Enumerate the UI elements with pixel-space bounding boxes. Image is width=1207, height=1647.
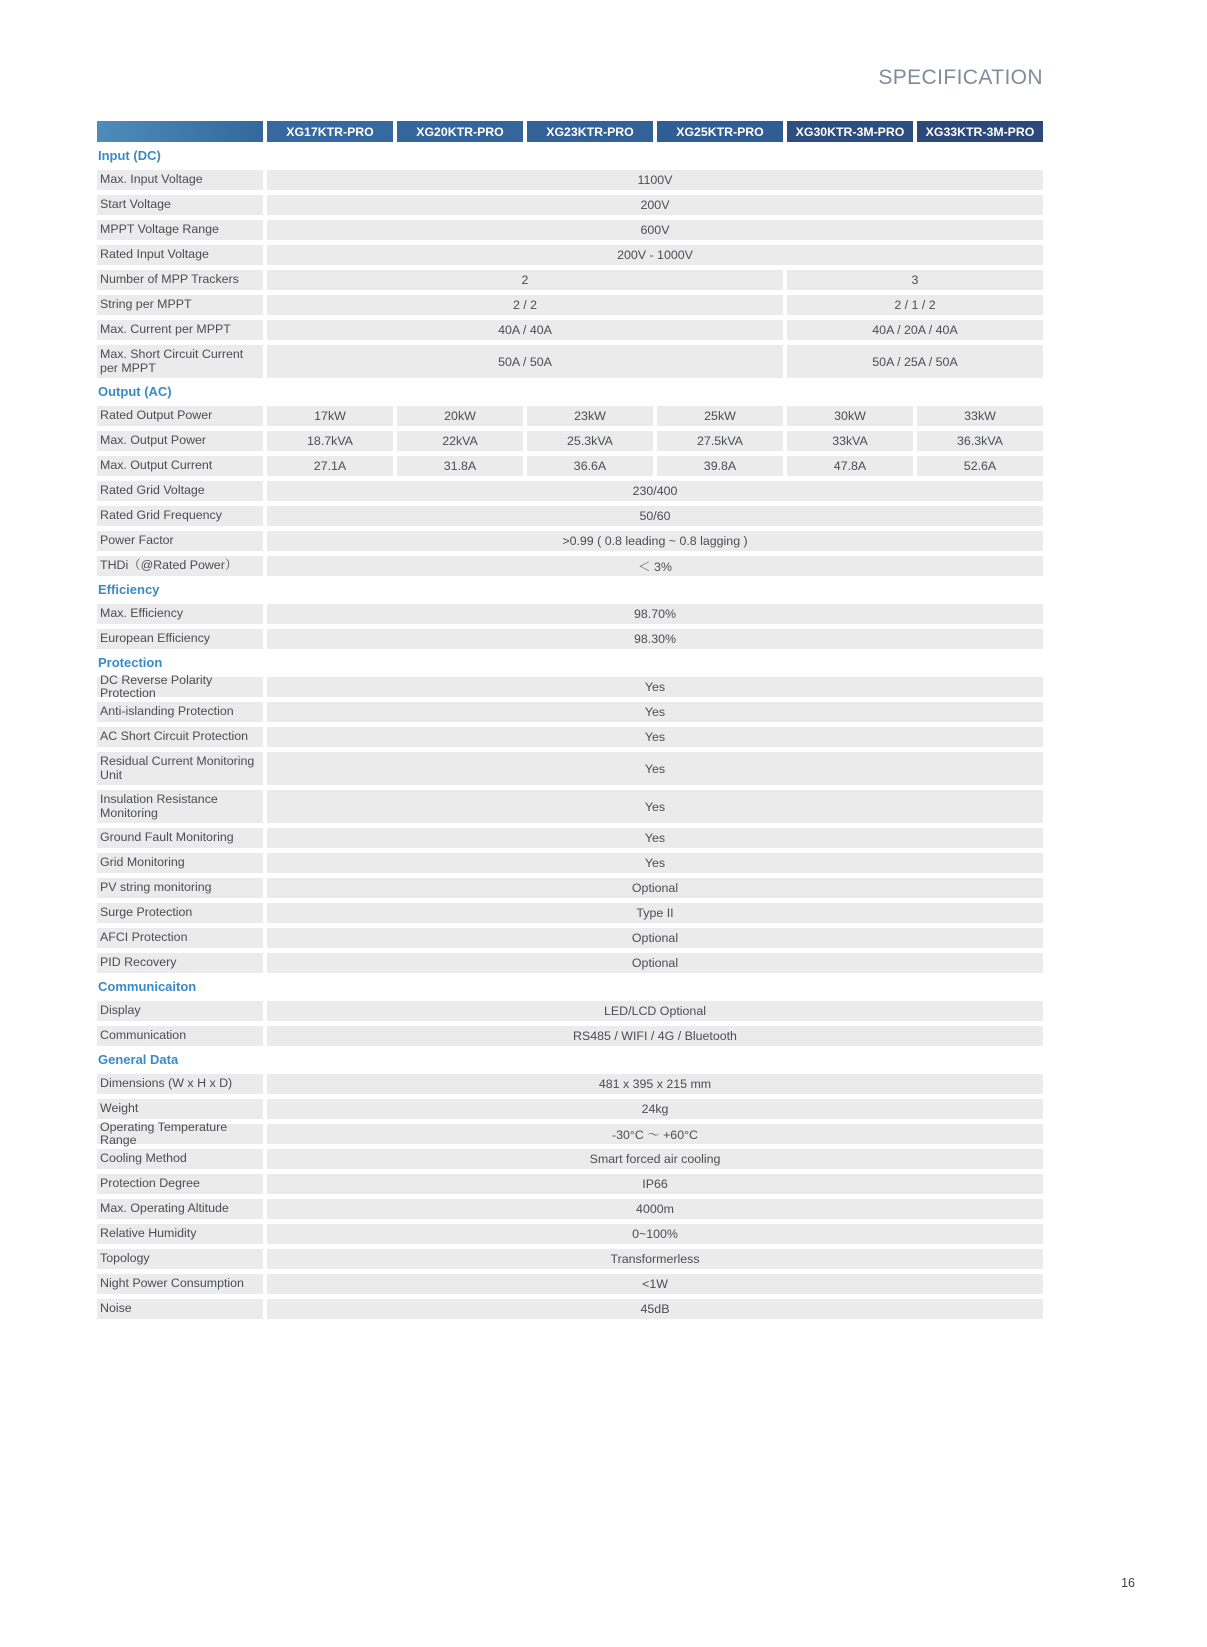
section-rows <box>97 170 1043 378</box>
row-value: 25kW <box>657 406 783 426</box>
row-label: Max. Operating Altitude <box>97 1199 263 1219</box>
section-title: Efficiency <box>98 582 160 597</box>
row-label: Residual Current Monitoring Unit <box>97 752 263 785</box>
row-label: PV string monitoring <box>97 878 263 898</box>
row-value: 52.6A <box>917 456 1043 476</box>
table-section <box>97 149 1043 378</box>
model-header: XG23KTR-PRO <box>527 121 653 142</box>
row-label: AFCI Protection <box>97 928 263 948</box>
section-title: Output (AC) <box>98 384 172 399</box>
table-row <box>97 928 1043 948</box>
row-value: 0~100% <box>267 1224 1043 1244</box>
row-value: 27.5kVA <box>657 431 783 451</box>
row-label: DC Reverse Polarity Protection <box>97 677 263 697</box>
row-value: ＜ 3% <box>267 556 1043 576</box>
row-value: Optional <box>267 878 1043 898</box>
model-header: XG25KTR-PRO <box>657 121 783 142</box>
row-label: Night Power Consumption <box>97 1274 263 1294</box>
row-label: Max. Input Voltage <box>97 170 263 190</box>
table-row <box>97 1249 1043 1269</box>
table-row <box>97 406 1043 426</box>
section-rows <box>97 604 1043 649</box>
table-row <box>97 604 1043 624</box>
table-row <box>97 1174 1043 1194</box>
row-value: 47.8A <box>787 456 913 476</box>
table-row <box>97 195 1043 215</box>
row-value: 4000m <box>267 1199 1043 1219</box>
row-value: Yes <box>267 828 1043 848</box>
row-value: 1100V <box>267 170 1043 190</box>
row-label: Operating Temperature Range <box>97 1124 263 1144</box>
row-value: 2 / 1 / 2 <box>787 295 1043 315</box>
row-label: Display <box>97 1001 263 1021</box>
table-row <box>97 1224 1043 1244</box>
row-label: European Efficiency <box>97 629 263 649</box>
row-value: 20kW <box>397 406 523 426</box>
row-value: 33kW <box>917 406 1043 426</box>
row-value: 50/60 <box>267 506 1043 526</box>
row-value: Yes <box>267 853 1043 873</box>
table-row <box>97 1274 1043 1294</box>
row-value: 36.6A <box>527 456 653 476</box>
row-value: IP66 <box>267 1174 1043 1194</box>
table-row <box>97 727 1043 747</box>
row-value: Yes <box>267 702 1043 722</box>
row-value: Yes <box>267 677 1043 697</box>
row-value: 22kVA <box>397 431 523 451</box>
row-value: >0.99 ( 0.8 leading ~ 0.8 lagging ) <box>267 531 1043 551</box>
row-value: 600V <box>267 220 1043 240</box>
table-section <box>97 656 1043 973</box>
section-rows <box>97 406 1043 576</box>
row-value: 481 x 395 x 215 mm <box>267 1074 1043 1094</box>
row-value: <1W <box>267 1274 1043 1294</box>
row-value: Optional <box>267 953 1043 973</box>
row-value: 230/400 <box>267 481 1043 501</box>
table-row <box>97 1026 1043 1046</box>
row-label: Max. Current per MPPT <box>97 320 263 340</box>
row-label: MPPT Voltage Range <box>97 220 263 240</box>
row-label: Rated Input Voltage <box>97 245 263 265</box>
table-row <box>97 345 1043 378</box>
table-row <box>97 1099 1043 1119</box>
table-row <box>97 752 1043 785</box>
table-row <box>97 1149 1043 1169</box>
row-value: Yes <box>267 752 1043 785</box>
table-row <box>97 220 1043 240</box>
row-value: 200V <box>267 195 1043 215</box>
row-value: Transformerless <box>267 1249 1043 1269</box>
row-label: PID Recovery <box>97 953 263 973</box>
table-row <box>97 629 1043 649</box>
row-value: 45dB <box>267 1299 1043 1319</box>
table-section <box>97 980 1043 1046</box>
table-row <box>97 556 1043 576</box>
row-label: Max. Efficiency <box>97 604 263 624</box>
row-value: LED/LCD Optional <box>267 1001 1043 1021</box>
table-row <box>97 531 1043 551</box>
row-value: 40A / 20A / 40A <box>787 320 1043 340</box>
section-title: Protection <box>98 655 163 670</box>
model-header: XG33KTR-3M-PRO <box>917 121 1043 142</box>
row-value: 2 <box>267 270 783 290</box>
table-section <box>97 1053 1043 1319</box>
table-row <box>97 170 1043 190</box>
row-label: Rated Output Power <box>97 406 263 426</box>
row-value: 200V - 1000V <box>267 245 1043 265</box>
row-value: 27.1A <box>267 456 393 476</box>
row-value: 2 / 2 <box>267 295 783 315</box>
row-value: 23kW <box>527 406 653 426</box>
row-label: Max. Output Power <box>97 431 263 451</box>
table-row <box>97 481 1043 501</box>
table-row <box>97 320 1043 340</box>
row-value: 98.70% <box>267 604 1043 624</box>
row-label: Rated Grid Frequency <box>97 506 263 526</box>
row-label: Insulation Resistance Monitoring <box>97 790 263 823</box>
section-title: Communicaiton <box>98 979 197 994</box>
row-label: Noise <box>97 1299 263 1319</box>
table-section <box>97 385 1043 576</box>
row-label: Cooling Method <box>97 1149 263 1169</box>
table-row <box>97 853 1043 873</box>
table-row <box>97 1199 1043 1219</box>
table-row <box>97 828 1043 848</box>
table-corner-cell <box>97 121 263 142</box>
section-rows <box>97 672 1043 973</box>
row-label: Relative Humidity <box>97 1224 263 1244</box>
row-value: 98.30% <box>267 629 1043 649</box>
section-rows <box>97 1001 1043 1046</box>
table-row <box>97 790 1043 823</box>
table-row <box>97 672 1043 700</box>
row-label: Start Voltage <box>97 195 263 215</box>
row-value: 18.7kVA <box>267 431 393 451</box>
row-label: Max. Output Current <box>97 456 263 476</box>
row-value: Type II <box>267 903 1043 923</box>
row-label: Communication <box>97 1026 263 1046</box>
section-rows <box>97 1074 1043 1319</box>
row-label: Rated Grid Voltage <box>97 481 263 501</box>
row-value: -30°C ～ +60°C <box>267 1124 1043 1144</box>
table-row <box>97 506 1043 526</box>
row-value: 31.8A <box>397 456 523 476</box>
model-header: XG17KTR-PRO <box>267 121 393 142</box>
row-value: 40A / 40A <box>267 320 783 340</box>
row-value: 30kW <box>787 406 913 426</box>
table-row <box>97 456 1043 476</box>
row-label: AC Short Circuit Protection <box>97 727 263 747</box>
row-label: Max. Short Circuit Current per MPPT <box>97 345 263 378</box>
row-label: Anti-islanding Protection <box>97 702 263 722</box>
row-label: THDi（@Rated Power） <box>97 556 263 576</box>
row-value: 33kVA <box>787 431 913 451</box>
row-label: Number of MPP Trackers <box>97 270 263 290</box>
model-header: XG30KTR-3M-PRO <box>787 121 913 142</box>
row-value: RS485 / WIFI / 4G / Bluetooth <box>267 1026 1043 1046</box>
table-row <box>97 1001 1043 1021</box>
spec-table-body <box>97 149 1043 1319</box>
row-label: String per MPPT <box>97 295 263 315</box>
spec-page-content <box>97 66 1043 1324</box>
page-number: 16 <box>1121 1576 1135 1590</box>
table-row <box>97 295 1043 315</box>
row-label: Grid Monitoring <box>97 853 263 873</box>
row-label: Topology <box>97 1249 263 1269</box>
row-value: 3 <box>787 270 1043 290</box>
row-value: 50A / 25A / 50A <box>787 345 1043 378</box>
row-label: Protection Degree <box>97 1174 263 1194</box>
row-value: 39.8A <box>657 456 783 476</box>
row-value: Optional <box>267 928 1043 948</box>
row-value: Yes <box>267 727 1043 747</box>
table-row <box>97 270 1043 290</box>
section-title: General Data <box>98 1052 179 1067</box>
table-row <box>97 878 1043 898</box>
table-row <box>97 431 1043 451</box>
table-row <box>97 1074 1043 1094</box>
row-value: 36.3kVA <box>917 431 1043 451</box>
row-label: Surge Protection <box>97 903 263 923</box>
table-row <box>97 903 1043 923</box>
row-value: 25.3kVA <box>527 431 653 451</box>
row-label: Dimensions (W x H x D) <box>97 1074 263 1094</box>
table-row <box>97 953 1043 973</box>
table-row <box>97 1119 1043 1147</box>
row-label: Weight <box>97 1099 263 1119</box>
row-label: Ground Fault Monitoring <box>97 828 263 848</box>
row-value: Smart forced air cooling <box>267 1149 1043 1169</box>
row-value: 24kg <box>267 1099 1043 1119</box>
model-header: XG20KTR-PRO <box>397 121 523 142</box>
row-label: Power Factor <box>97 531 263 551</box>
page-title: SPECIFICATION <box>878 66 1043 89</box>
row-value: 17kW <box>267 406 393 426</box>
row-value: 50A / 50A <box>267 345 783 378</box>
section-title: Input (DC) <box>98 148 161 163</box>
table-row <box>97 245 1043 265</box>
table-section <box>97 583 1043 649</box>
table-row <box>97 1299 1043 1319</box>
models-row <box>97 121 1043 142</box>
table-row <box>97 702 1043 722</box>
row-value: Yes <box>267 790 1043 823</box>
